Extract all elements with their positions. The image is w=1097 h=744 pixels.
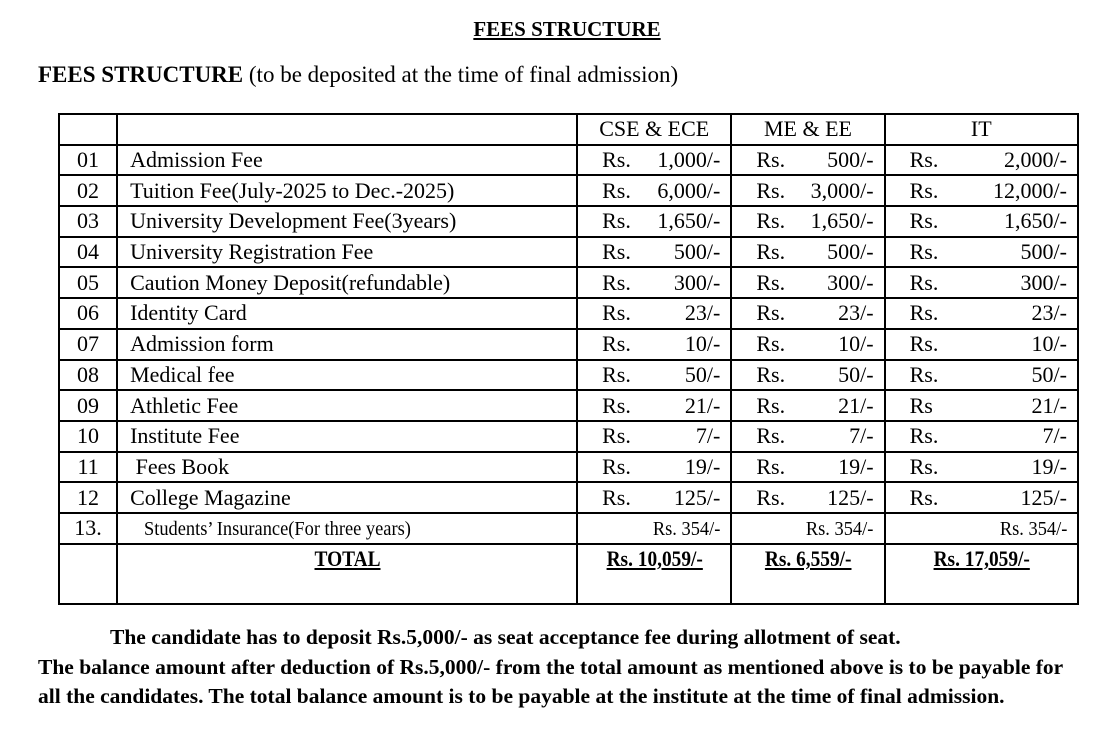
amount-value: 23/- xyxy=(838,300,874,326)
row-number: 10 xyxy=(59,421,117,452)
fee-amount-cell xyxy=(885,360,1078,391)
amount-value: 500/- xyxy=(827,147,874,173)
currency-label: Rs. xyxy=(909,269,939,295)
amount-value: 10/- xyxy=(684,331,721,357)
currency-label: Rs. xyxy=(602,300,631,326)
fee-amount-cell xyxy=(731,175,884,206)
page-title: FEES STRUCTURE xyxy=(473,17,661,41)
currency-label: Rs. xyxy=(909,484,939,510)
currency-label: Rs. xyxy=(909,177,939,203)
amount-value: 50/- xyxy=(838,361,874,387)
row-number: 13. xyxy=(59,513,117,544)
amount-value: Rs. 354/- xyxy=(652,517,721,540)
fee-amount-cell xyxy=(577,421,731,452)
fee-amount-cell xyxy=(577,298,731,329)
table-row xyxy=(59,360,1078,391)
currency-label: Rs. xyxy=(756,177,786,203)
amount-value: 21/- xyxy=(838,392,874,418)
fee-amount-cell xyxy=(577,513,731,544)
fee-amount-cell xyxy=(731,145,884,176)
currency-label: Rs. xyxy=(909,300,939,326)
fee-amount-cell xyxy=(885,329,1078,360)
currency-label: Rs. xyxy=(602,177,631,203)
amount-value: Rs. 354/- xyxy=(806,517,874,540)
amount-value: 500/- xyxy=(827,239,874,265)
currency-label: Rs. xyxy=(909,361,939,387)
amount-value: 2,000/- xyxy=(1004,147,1067,173)
currency-label: Rs. xyxy=(602,147,631,173)
fee-label: University Development Fee(3years) xyxy=(117,206,577,237)
total-empty xyxy=(59,544,117,604)
currency-label: Rs. xyxy=(756,239,786,265)
fee-amount-cell xyxy=(577,482,731,513)
total-amount: Rs. 6,559/- xyxy=(764,545,852,571)
fee-amount-cell xyxy=(885,482,1078,513)
row-number: 11 xyxy=(59,452,117,483)
amount-value: 12,000/- xyxy=(993,177,1067,203)
currency-label: Rs. xyxy=(756,453,786,479)
column-header-it: IT xyxy=(885,114,1078,145)
currency-label: Rs. xyxy=(602,239,631,265)
row-number: 07 xyxy=(59,329,117,360)
total-amount: Rs. 10,059/- xyxy=(606,545,703,571)
table-row-insurance xyxy=(59,513,1078,544)
fee-amount-cell xyxy=(885,145,1078,176)
amount-value: 3,000/- xyxy=(810,177,874,203)
amount-value: 125/- xyxy=(673,484,721,510)
table-row xyxy=(59,267,1078,298)
currency-label: Rs. xyxy=(909,331,939,357)
row-number: 02 xyxy=(59,175,117,206)
fee-amount-cell xyxy=(731,390,884,421)
row-number: 06 xyxy=(59,298,117,329)
fee-amount-cell xyxy=(731,329,884,360)
amount-value: 19/- xyxy=(838,453,874,479)
currency-label: Rs. xyxy=(756,300,786,326)
amount-value: 500/- xyxy=(1020,239,1067,265)
total-amount-cell xyxy=(577,544,731,604)
currency-label: Rs. xyxy=(909,239,939,265)
section-heading-bold: FEES STRUCTURE xyxy=(38,62,244,87)
amount-value: 1,650/- xyxy=(657,208,721,234)
currency-label: Rs. xyxy=(756,423,786,449)
fee-amount-cell xyxy=(731,360,884,391)
currency-label: Rs. xyxy=(602,453,631,479)
currency-label: Rs. xyxy=(602,208,631,234)
total-label: TOTAL xyxy=(314,545,381,571)
row-number: 03 xyxy=(59,206,117,237)
currency-label: Rs. xyxy=(602,331,631,357)
fee-amount-cell xyxy=(731,237,884,268)
fee-amount-cell xyxy=(577,329,731,360)
total-amount-cell xyxy=(731,544,884,604)
amount-value: 23/- xyxy=(1031,300,1067,326)
table-row xyxy=(59,298,1078,329)
fee-amount-cell xyxy=(731,513,884,544)
fee-amount-cell xyxy=(577,452,731,483)
fee-label: Identity Card xyxy=(117,298,577,329)
fee-label: University Registration Fee xyxy=(117,237,577,268)
total-amount: Rs. 17,059/- xyxy=(933,545,1030,571)
fee-amount-cell xyxy=(885,390,1078,421)
fee-amount-cell xyxy=(577,206,731,237)
fee-amount-cell xyxy=(885,175,1078,206)
section-heading-note: (to be deposited at the time of final admission) xyxy=(243,62,679,87)
amount-value: 19/- xyxy=(684,453,721,479)
fee-label: Caution Money Deposit(refundable) xyxy=(117,267,577,298)
fee-label: Athletic Fee xyxy=(117,390,577,421)
table-row xyxy=(59,237,1078,268)
header-empty-label xyxy=(117,114,577,145)
amount-value: 500/- xyxy=(673,239,721,265)
amount-value: 21/- xyxy=(1031,392,1067,418)
currency-label: Rs. xyxy=(602,361,631,387)
amount-value: 7/- xyxy=(1042,423,1067,449)
fee-amount-cell xyxy=(577,237,731,268)
fee-amount-cell xyxy=(885,206,1078,237)
table-row xyxy=(59,482,1078,513)
fee-amount-cell xyxy=(731,298,884,329)
column-header-cse-ece: CSE & ECE xyxy=(577,114,731,145)
amount-value: 300/- xyxy=(827,269,874,295)
table-row xyxy=(59,175,1078,206)
fee-label-cell xyxy=(117,513,577,544)
currency-label: Rs. xyxy=(756,331,786,357)
amount-value: 19/- xyxy=(1031,453,1067,479)
fee-amount-cell xyxy=(885,421,1078,452)
fee-amount-cell xyxy=(885,298,1078,329)
amount-value: 125/- xyxy=(827,484,874,510)
table-row xyxy=(59,329,1078,360)
fees-table xyxy=(58,113,1079,605)
currency-label: Rs. xyxy=(909,453,939,479)
amount-value: 10/- xyxy=(838,331,874,357)
row-number: 05 xyxy=(59,267,117,298)
amount-value: 1,650/- xyxy=(810,208,874,234)
currency-label: Rs. xyxy=(909,147,939,173)
row-number: 04 xyxy=(59,237,117,268)
deposit-note-line1: The candidate has to deposit Rs.5,000/- as seat acceptance fee during allotment of seat. xyxy=(110,625,901,649)
total-label-cell xyxy=(117,544,577,604)
currency-label: Rs xyxy=(909,392,933,418)
table-row xyxy=(59,452,1078,483)
fee-amount-cell xyxy=(577,145,731,176)
fee-amount-cell xyxy=(577,175,731,206)
deposit-note-rest: The balance amount after deduction of Rs.5,000/- from the total amount as mentioned above is to be payable for all the candidates. The total balance amount is to be payable at the institute at the time of final admission. xyxy=(38,654,1063,709)
amount-value: 300/- xyxy=(1020,269,1067,295)
fee-label: Tuition Fee(July-2025 to Dec.-2025) xyxy=(117,175,577,206)
amount-value: 10/- xyxy=(1031,331,1067,357)
table-row xyxy=(59,390,1078,421)
currency-label: Rs. xyxy=(756,361,786,387)
amount-value: 21/- xyxy=(684,392,721,418)
currency-label: Rs. xyxy=(756,392,786,418)
fee-amount-cell xyxy=(885,452,1078,483)
row-number: 09 xyxy=(59,390,117,421)
deposit-note xyxy=(38,623,1088,712)
fee-amount-cell xyxy=(731,206,884,237)
currency-label: Rs. xyxy=(602,392,631,418)
currency-label: Rs. xyxy=(602,269,631,295)
amount-value: Rs. 354/- xyxy=(999,517,1067,540)
fee-label: College Magazine xyxy=(117,482,577,513)
section-heading xyxy=(38,62,678,88)
fee-amount-cell xyxy=(577,267,731,298)
fee-label: Admission Fee xyxy=(117,145,577,176)
fee-amount-cell xyxy=(731,421,884,452)
fee-amount-cell xyxy=(731,452,884,483)
amount-value: 1,650/- xyxy=(1004,208,1067,234)
fee-amount-cell xyxy=(885,267,1078,298)
fee-label: Admission form xyxy=(117,329,577,360)
fee-label: Medical fee xyxy=(117,360,577,391)
amount-value: 300/- xyxy=(673,269,721,295)
currency-label: Rs. xyxy=(602,484,631,510)
fee-amount-cell xyxy=(577,390,731,421)
fee-amount-cell xyxy=(885,237,1078,268)
row-number: 12 xyxy=(59,482,117,513)
fee-label: Fees Book xyxy=(117,452,577,483)
header-empty-num xyxy=(59,114,117,145)
amount-value: 23/- xyxy=(684,300,721,326)
currency-label: Rs. xyxy=(756,208,786,234)
table-header-row xyxy=(59,114,1078,145)
fee-amount-cell xyxy=(731,267,884,298)
amount-value: 50/- xyxy=(684,361,721,387)
total-amount-cell xyxy=(885,544,1078,604)
amount-value: 1,000/- xyxy=(657,147,721,173)
table-row xyxy=(59,145,1078,176)
amount-value: 7/- xyxy=(695,423,721,449)
currency-label: Rs. xyxy=(909,423,939,449)
currency-label: Rs. xyxy=(756,484,786,510)
fee-amount-cell xyxy=(885,513,1078,544)
fee-label: Students’ Insurance(For three years) xyxy=(144,517,411,540)
fee-amount-cell xyxy=(577,360,731,391)
fee-label: Institute Fee xyxy=(117,421,577,452)
column-header-me-ee: ME & EE xyxy=(731,114,884,145)
row-number: 01 xyxy=(59,145,117,176)
currency-label: Rs. xyxy=(756,269,786,295)
table-row xyxy=(59,206,1078,237)
amount-value: 125/- xyxy=(1020,484,1067,510)
table-row xyxy=(59,421,1078,452)
row-number: 08 xyxy=(59,360,117,391)
fee-amount-cell xyxy=(731,482,884,513)
currency-label: Rs. xyxy=(756,147,786,173)
currency-label: Rs. xyxy=(602,423,631,449)
amount-value: 7/- xyxy=(849,423,874,449)
amount-value: 6,000/- xyxy=(657,177,721,203)
amount-value: 50/- xyxy=(1031,361,1067,387)
currency-label: Rs. xyxy=(909,208,939,234)
table-row-total xyxy=(59,544,1078,604)
